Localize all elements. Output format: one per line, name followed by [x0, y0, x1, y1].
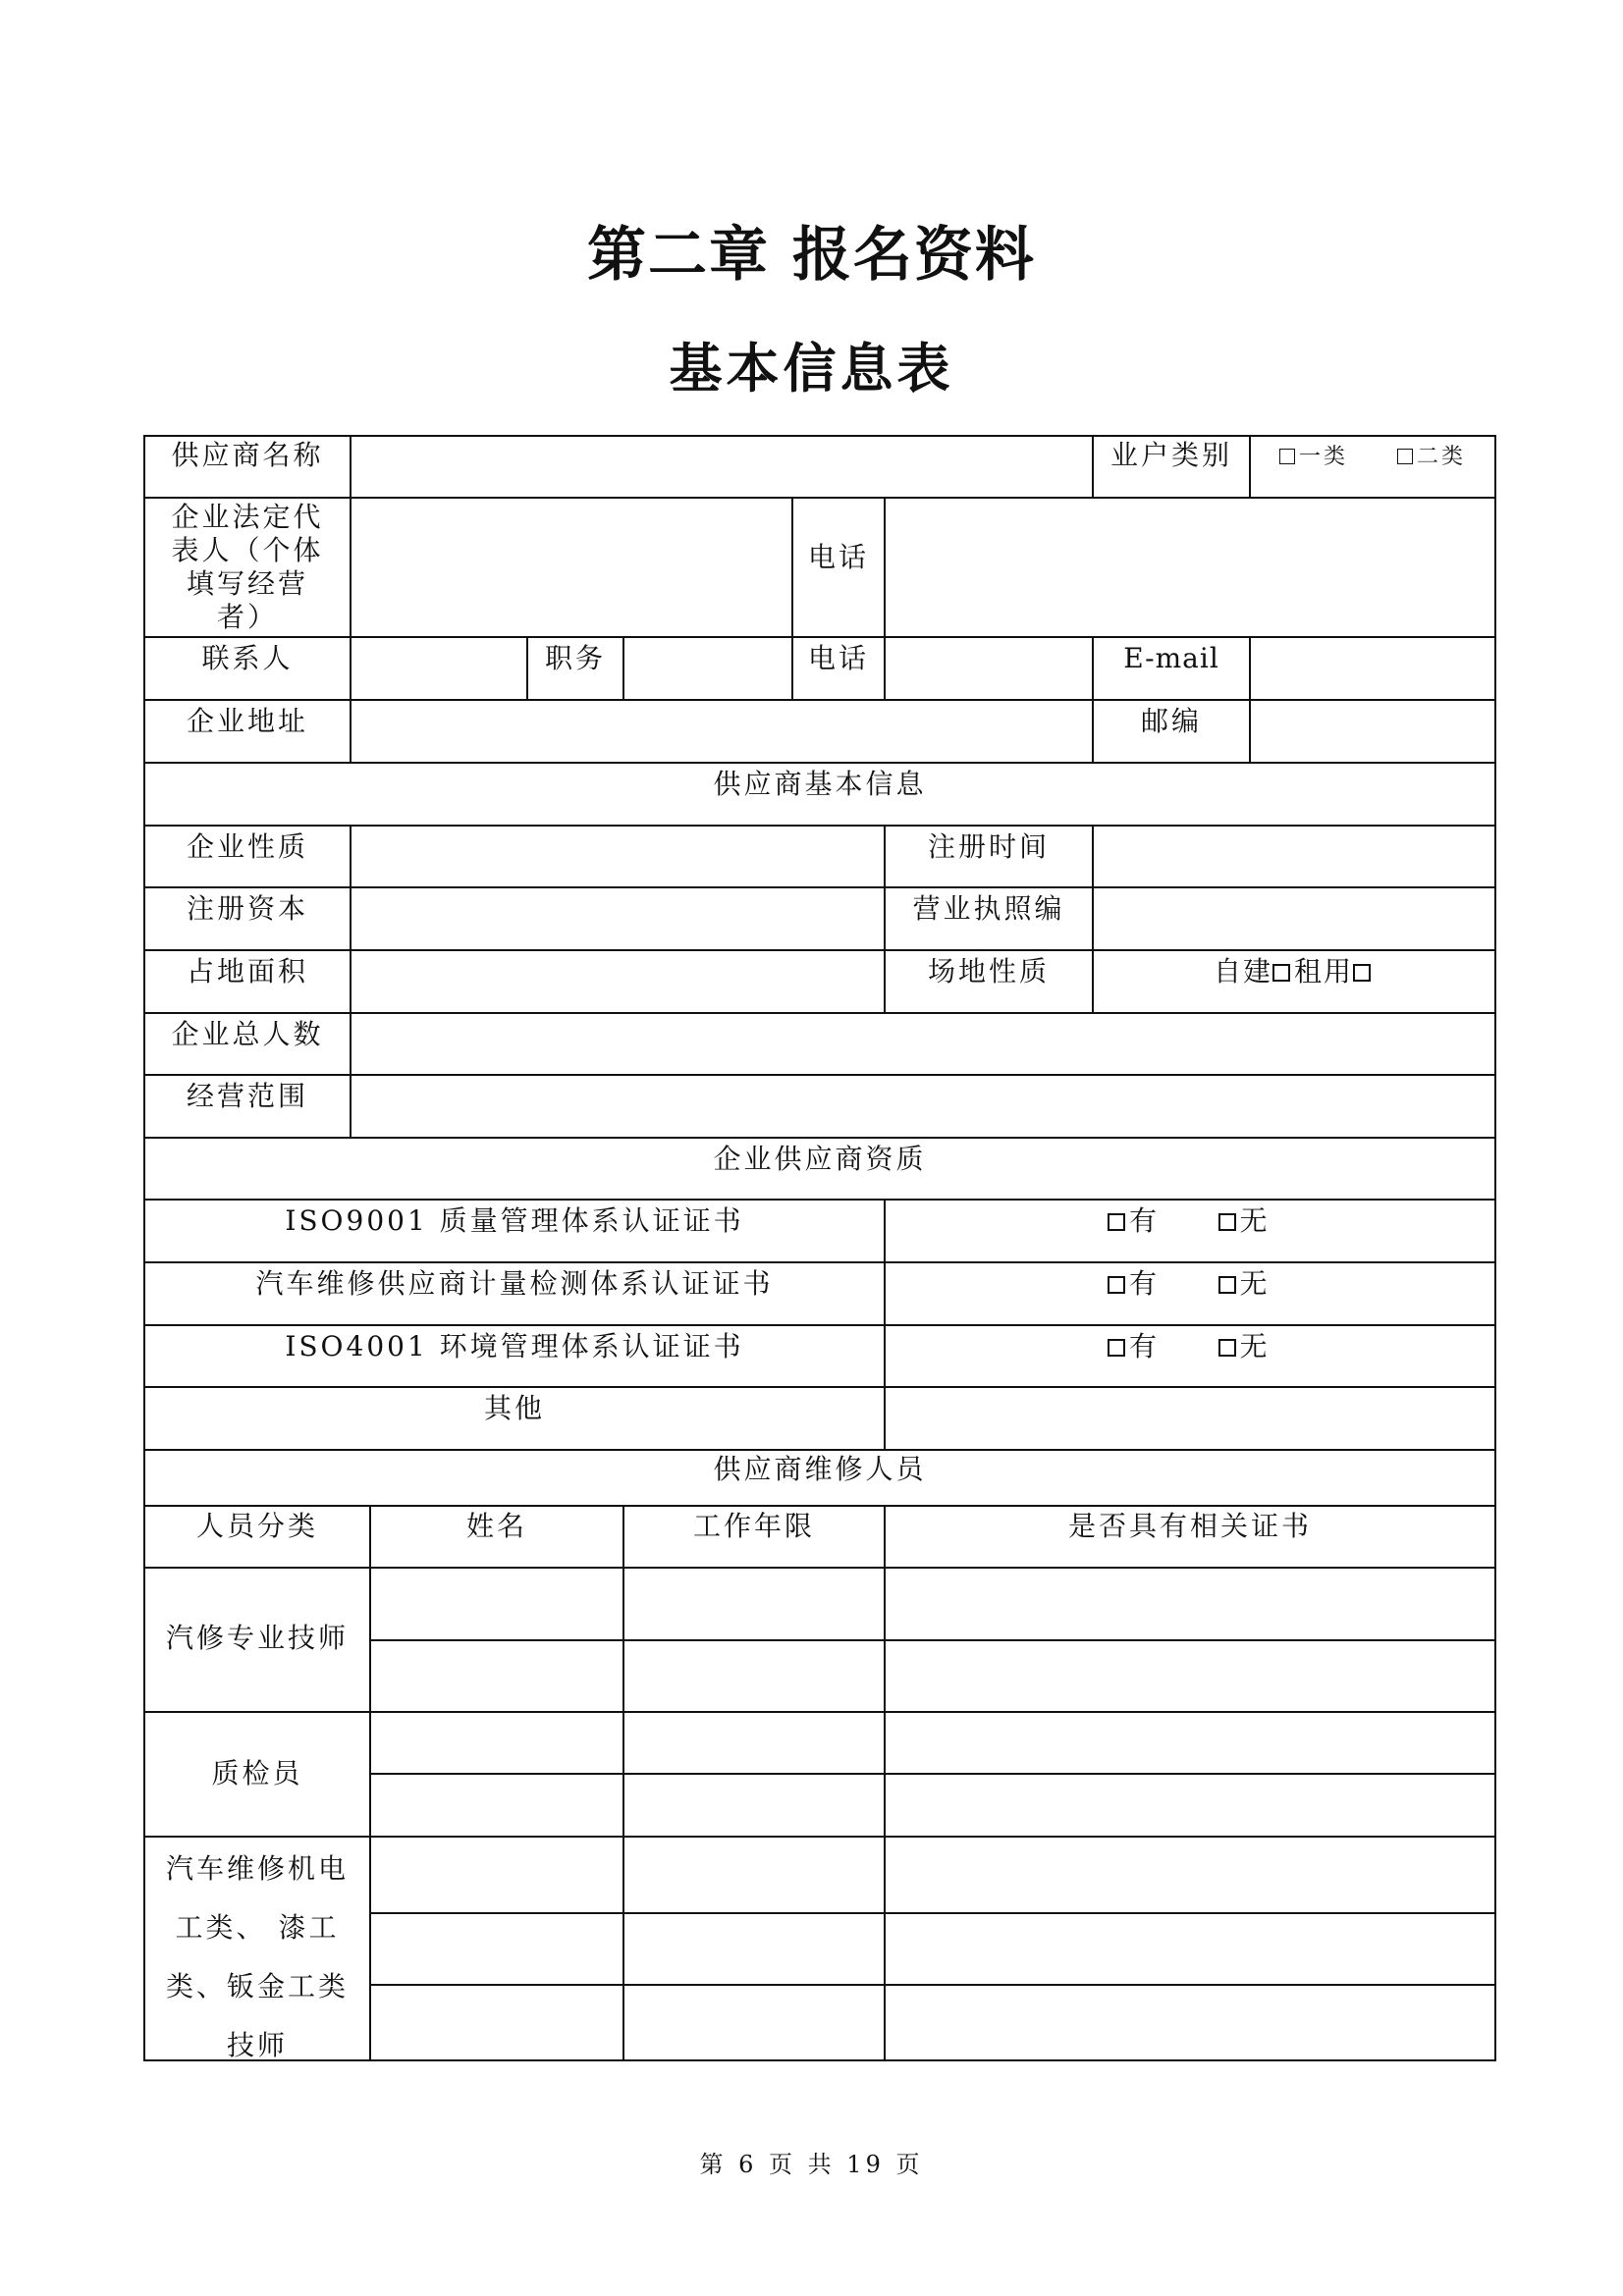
type1-checkbox[interactable]: [1279, 449, 1295, 464]
position-label: 职务: [544, 642, 606, 674]
col-name-header: 姓名: [465, 1510, 527, 1542]
license-no-field[interactable]: [1094, 889, 1492, 947]
legal-rep-line: 表人（个体: [171, 534, 324, 566]
total-staff-field[interactable]: [352, 1015, 1492, 1072]
nature-field[interactable]: [352, 828, 882, 884]
yes-label: 有: [1129, 1267, 1161, 1300]
col-category-header: 人员分类: [195, 1510, 318, 1542]
iso4001-label: ISO4001 环境管理体系认证证书: [285, 1330, 744, 1362]
supplier-name-field[interactable]: [352, 438, 1090, 495]
no-label: 无: [1239, 1204, 1271, 1237]
iso4001-options: [1108, 1330, 1304, 1363]
account-type-label: 业户类别: [1109, 439, 1232, 471]
position-field[interactable]: [624, 639, 789, 697]
col-cert-header: 是否具有相关证书: [1067, 1510, 1312, 1542]
postcode-label: 邮编: [1140, 705, 1202, 737]
contact-phone-label: 电话: [807, 642, 869, 674]
legal-rep-line: 企业法定代: [171, 501, 324, 533]
iso9001-no-checkbox[interactable]: [1218, 1213, 1236, 1231]
supplier-name-label: 供应商名称: [171, 439, 324, 471]
total-staff-label: 企业总人数: [171, 1018, 324, 1050]
page-number: 第 6 页 共 19 页: [699, 2151, 924, 2178]
nature-label: 企业性质: [186, 830, 308, 863]
metering-no-checkbox[interactable]: [1218, 1276, 1236, 1294]
email-field[interactable]: [1251, 639, 1492, 697]
metering-yes-checkbox[interactable]: [1108, 1276, 1125, 1294]
contact-field[interactable]: [352, 639, 524, 697]
account-type-options: [1251, 441, 1494, 474]
legal-rep-field[interactable]: [352, 500, 789, 634]
table-title: 基本信息表: [669, 337, 954, 400]
type2-label: 二类: [1416, 445, 1466, 469]
mech-category-label: [145, 1840, 369, 2075]
legal-rep-label: [145, 501, 350, 634]
iso4001-no-checkbox[interactable]: [1218, 1339, 1236, 1357]
legal-rep-phone-field[interactable]: [886, 500, 1492, 634]
other-label: 其他: [483, 1392, 545, 1424]
basic-info-section-header: 供应商基本信息: [713, 768, 927, 800]
legal-rep-phone-label: 电话: [807, 541, 869, 573]
rented-label: 租用: [1294, 955, 1354, 988]
iso9001-options: [1108, 1204, 1304, 1238]
contact-phone-field[interactable]: [886, 639, 1090, 697]
type2-checkbox[interactable]: [1397, 449, 1413, 464]
reg-time-field[interactable]: [1094, 828, 1492, 884]
business-scope-field[interactable]: [352, 1077, 1492, 1135]
self-built-checkbox[interactable]: [1272, 964, 1290, 982]
mech-line: 工类、 漆工: [175, 1911, 340, 1944]
mech-line: 技师: [226, 2029, 288, 2061]
legal-rep-line: 者）: [216, 601, 278, 633]
chapter-title: 第二章 报名资料: [587, 221, 1036, 290]
email-label: E-mail: [1123, 642, 1219, 674]
legal-rep-line: 填写经营: [186, 567, 308, 600]
yes-label: 有: [1129, 1204, 1161, 1237]
yes-label: 有: [1129, 1330, 1161, 1362]
license-no-label: 营业执照编: [912, 892, 1065, 925]
contact-label: 联系人: [201, 642, 294, 674]
land-area-field[interactable]: [352, 952, 882, 1010]
tech-category-label: 汽修专业技师: [165, 1622, 349, 1654]
no-label: 无: [1239, 1267, 1271, 1300]
business-scope-label: 经营范围: [186, 1080, 308, 1112]
iso9001-label: ISO9001 质量管理体系认证证书: [285, 1204, 744, 1237]
self-built-label: 自建: [1213, 955, 1272, 988]
postcode-field[interactable]: [1251, 702, 1492, 760]
iso9001-yes-checkbox[interactable]: [1108, 1213, 1125, 1231]
metering-label: 汽车维修供应商计量检测体系认证证书: [255, 1267, 774, 1300]
no-label: 无: [1239, 1330, 1271, 1362]
land-area-label: 占地面积: [186, 955, 308, 988]
staff-section-header: 供应商维修人员: [713, 1453, 927, 1485]
metering-options: [1108, 1267, 1304, 1301]
other-field[interactable]: [886, 1389, 1492, 1447]
iso4001-yes-checkbox[interactable]: [1108, 1339, 1125, 1357]
reg-time-label: 注册时间: [927, 830, 1050, 863]
inspector-category-label: 质检员: [211, 1757, 303, 1789]
address-label: 企业地址: [186, 705, 308, 737]
reg-capital-field[interactable]: [352, 889, 882, 947]
site-nature-options: [1094, 955, 1494, 988]
rented-checkbox[interactable]: [1353, 964, 1371, 982]
address-field[interactable]: [352, 702, 1090, 760]
site-nature-label: 场地性质: [927, 955, 1050, 988]
mech-line: 汽车维修机电: [165, 1852, 349, 1885]
reg-capital-label: 注册资本: [186, 892, 308, 925]
mech-line: 类、钣金工类: [165, 1970, 349, 2002]
qualification-section-header: 企业供应商资质: [713, 1143, 927, 1175]
col-years-header: 工作年限: [692, 1510, 815, 1542]
type1-label: 一类: [1299, 445, 1349, 469]
